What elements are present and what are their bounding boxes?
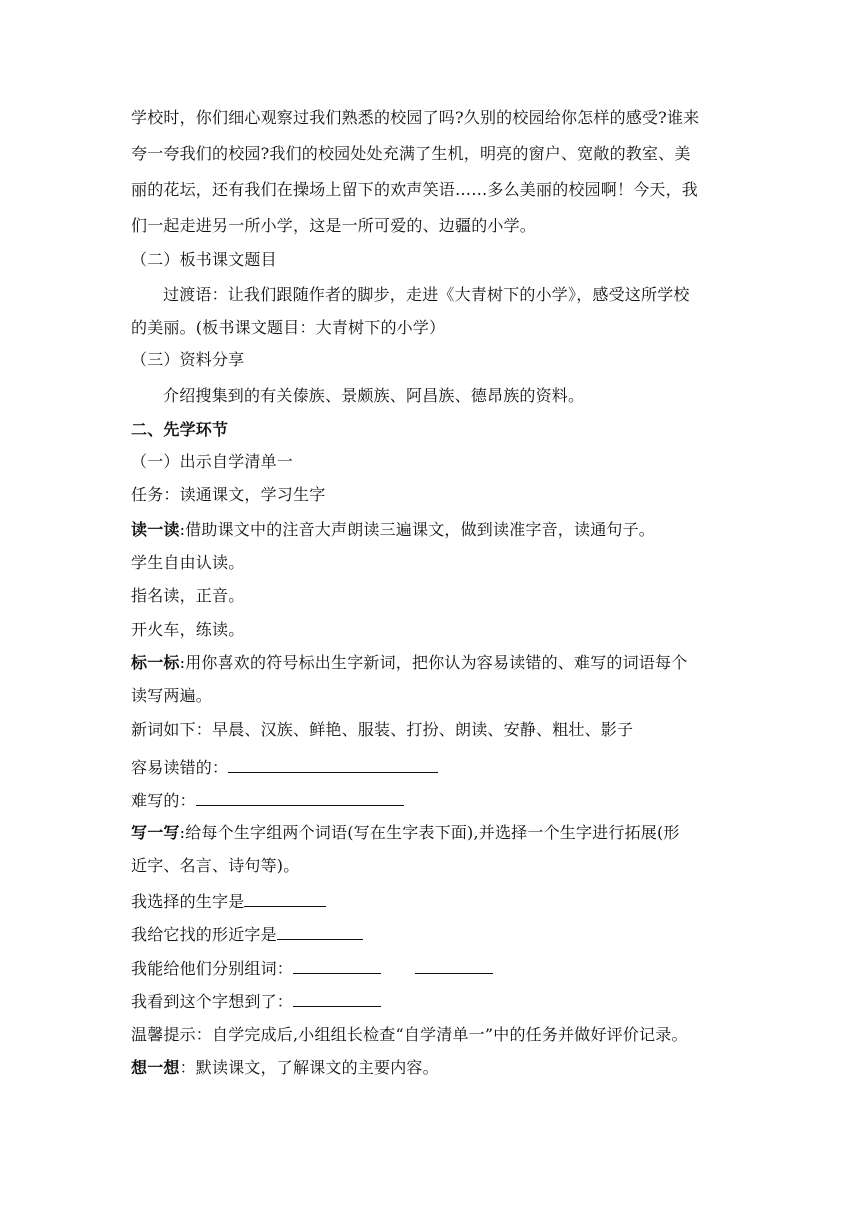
read-task-text: :借助课文中的注音大声朗读三遍课文，做到读准字音，读通句子。 [179, 520, 656, 539]
paragraph-line: 过渡语：让我们跟随作者的脚步，走进《大青树下的小学》，感受这所学校 [163, 285, 690, 304]
mark-task-line [131, 653, 731, 673]
section-heading: 二、先学环节 [131, 420, 229, 439]
answer-blank[interactable] [196, 789, 404, 806]
answer-blank[interactable] [244, 890, 326, 907]
answer-blank[interactable] [293, 957, 381, 974]
association-line [131, 990, 731, 1012]
write-task-line [131, 823, 731, 843]
word-group-label: 我能给他们分别组词： [131, 959, 294, 978]
paragraph-line: 介绍搜集到的有关傣族、景颇族、阿昌族、德昂族的资料。 [163, 386, 585, 405]
hard-to-write-label: 难写的： [131, 791, 196, 810]
task-line: 任务：读通课文，学习生字 [131, 485, 326, 504]
subsection-heading: （二）板书课文题目 [131, 250, 277, 269]
paragraph-line: 指名读，正音。 [131, 586, 245, 605]
paragraph-line: 读写两遍。 [131, 686, 213, 705]
paragraph-line: 学生自由认读。 [131, 553, 245, 572]
hard-to-read-line [131, 756, 731, 778]
similar-character-label: 我给它找的形近字是 [131, 925, 277, 944]
similar-character-line [131, 923, 731, 945]
paragraph-line: 的美丽。(板书课文题目：大青树下的小学） [131, 318, 446, 337]
read-task-label: 读一读 [131, 520, 180, 539]
chosen-character-line [131, 890, 731, 912]
answer-blank[interactable] [293, 990, 381, 1007]
read-task-line [131, 520, 731, 540]
paragraph-line: 们一起走进另一所小学，这是一所可爱的、边疆的小学。 [131, 216, 537, 235]
paragraph-line: 丽的花坛，还有我们在操场上留下的欢声笑语……多么美丽的校园啊！今天，我 [131, 180, 699, 199]
hard-to-read-label: 容易读错的： [131, 758, 229, 777]
chosen-character-label: 我选择的生字是 [131, 892, 245, 911]
answer-blank[interactable] [415, 957, 493, 974]
think-task-label: 想一想 [131, 1058, 180, 1077]
subsection-heading: （一）出示自学清单一 [131, 452, 294, 471]
word-list-line: 新词如下：早晨、汉族、鲜艳、服装、打扮、朗读、安静、粗壮、影子 [131, 720, 634, 739]
paragraph-line: 开火车，练读。 [131, 620, 245, 639]
hard-to-write-line [131, 789, 731, 811]
tip-line: 温馨提示：自学完成后,小组组长检查“自学清单一”中的任务并做好评价记录。 [131, 1025, 688, 1044]
write-task-text: :给每个生字组两个词语(写在生字表下面),并选择一个生字进行拓展(形 [179, 823, 680, 842]
mark-task-label: 标一标 [131, 653, 180, 672]
paragraph-line: 近字、名言、诗句等)。 [131, 856, 300, 875]
think-task-line [131, 1058, 731, 1078]
answer-blank[interactable] [277, 923, 363, 940]
paragraph-line: 夸一夸我们的校园?我们的校园处处充满了生机，明亮的窗户、宽敞的教室、美 [131, 144, 691, 163]
association-label: 我看到这个字想到了： [131, 992, 294, 1011]
subsection-heading: （三）资料分享 [131, 350, 245, 369]
word-group-line [131, 957, 731, 979]
think-task-text: ：默读课文，了解课文的主要内容。 [179, 1058, 439, 1077]
mark-task-text: :用你喜欢的符号标出生字新词，把你认为容易读错的、难写的词语每个 [179, 653, 688, 672]
write-task-label: 写一写 [131, 823, 180, 842]
answer-blank[interactable] [228, 756, 438, 773]
paragraph-line: 学校时，你们细心观察过我们熟悉的校园了吗?久别的校园给你怎样的感受?谁来 [131, 108, 700, 127]
